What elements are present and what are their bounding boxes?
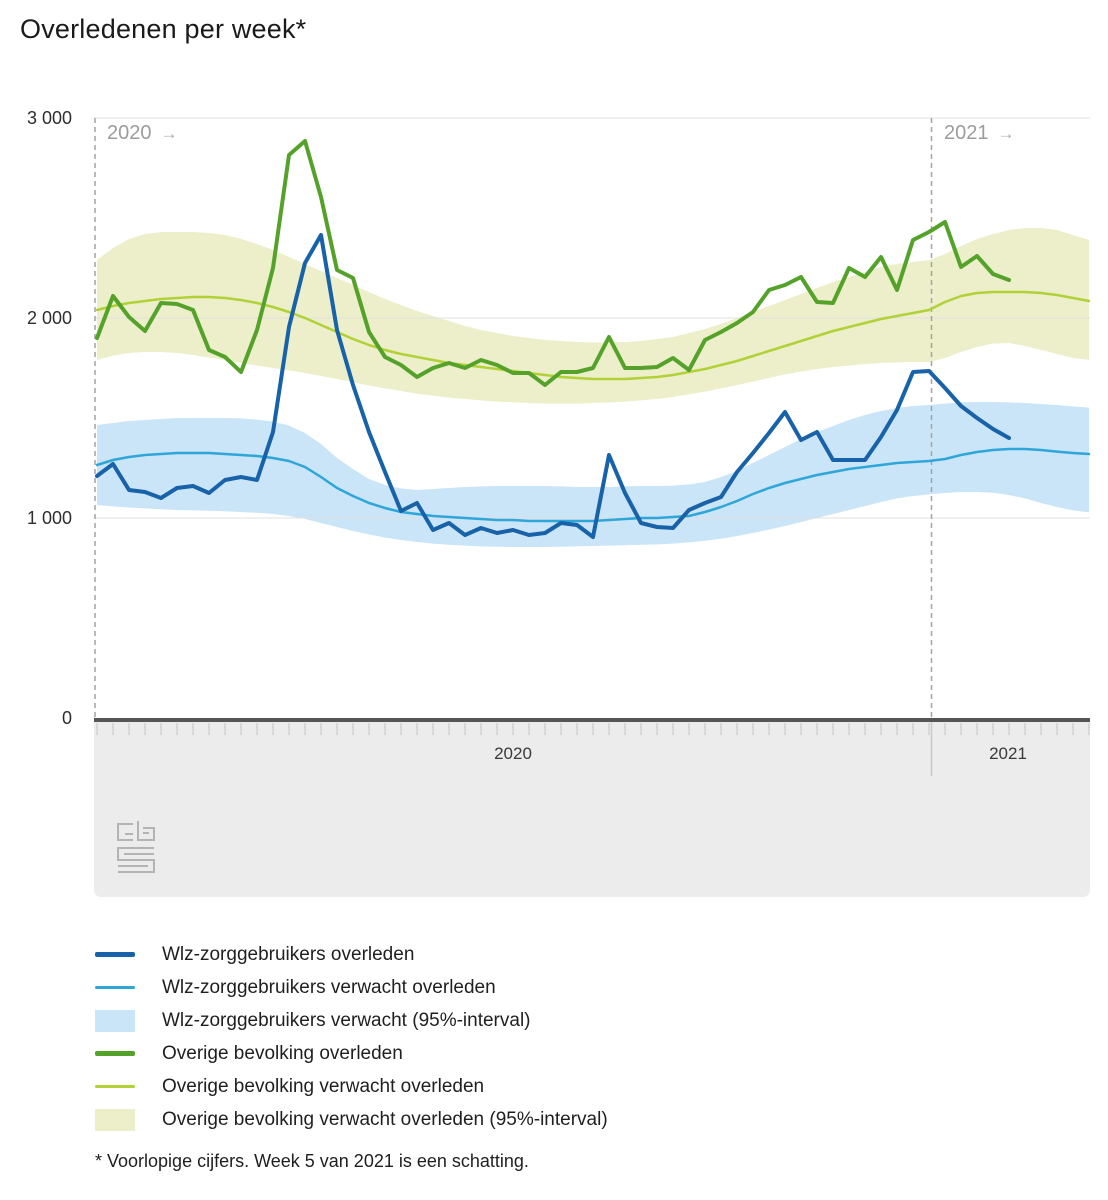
legend-label: Overige bevolking verwacht overleden (162, 1075, 485, 1097)
right-arrow-icon: → (997, 124, 1015, 143)
legend-label: Wlz-zorggebruikers verwacht (95%-interval) (162, 1009, 531, 1031)
page-title: Overledenen per week* (20, 14, 307, 44)
x-axis-label-2020: 2020 (494, 744, 532, 763)
right-arrow-icon: → (160, 124, 178, 143)
footnote: * Voorlopige cijfers. Week 5 van 2021 is een schatting. (95, 1151, 529, 1171)
y-axis-tick-label: 0 (61, 708, 72, 728)
legend-item (95, 1037, 608, 1070)
legend-swatch-dark-blue (95, 952, 135, 957)
legend-swatch-light-blue (95, 986, 135, 989)
legend-item (95, 1103, 608, 1136)
legend-item (95, 971, 608, 1004)
y-axis-tick-label: 2 000 (26, 308, 72, 328)
year-marker-2021 (944, 122, 1015, 145)
x-axis-label-2021: 2021 (989, 744, 1027, 763)
legend-label: Overige bevolking overleden (162, 1042, 403, 1064)
legend-item (95, 1004, 608, 1037)
legend-swatch-blue-fill (95, 1010, 135, 1032)
legend-swatch-yellow-green (95, 1085, 135, 1088)
legend-item (95, 1070, 608, 1103)
year-marker-2020 (107, 122, 178, 145)
legend (95, 938, 608, 1136)
y-axis-tick-label: 1 000 (26, 508, 72, 528)
legend-label: Overige bevolking verwacht overleden (95%-interval) (162, 1108, 608, 1130)
x-axis-footer-band (94, 722, 1090, 897)
y-axis-tick-label: 3 000 (26, 108, 72, 128)
legend-swatch-green (95, 1051, 135, 1056)
legend-label: Wlz-zorggebruikers verwacht overleden (162, 976, 496, 998)
band-overige-interval (97, 228, 1089, 404)
legend-label: Wlz-zorggebruikers overleden (162, 943, 415, 965)
legend-swatch-green-fill (95, 1109, 135, 1131)
band-wlz-interval (97, 402, 1089, 547)
year-marker-2020-label: 2020 (107, 122, 152, 144)
legend-item (95, 938, 608, 971)
year-marker-2021-label: 2021 (944, 122, 989, 144)
